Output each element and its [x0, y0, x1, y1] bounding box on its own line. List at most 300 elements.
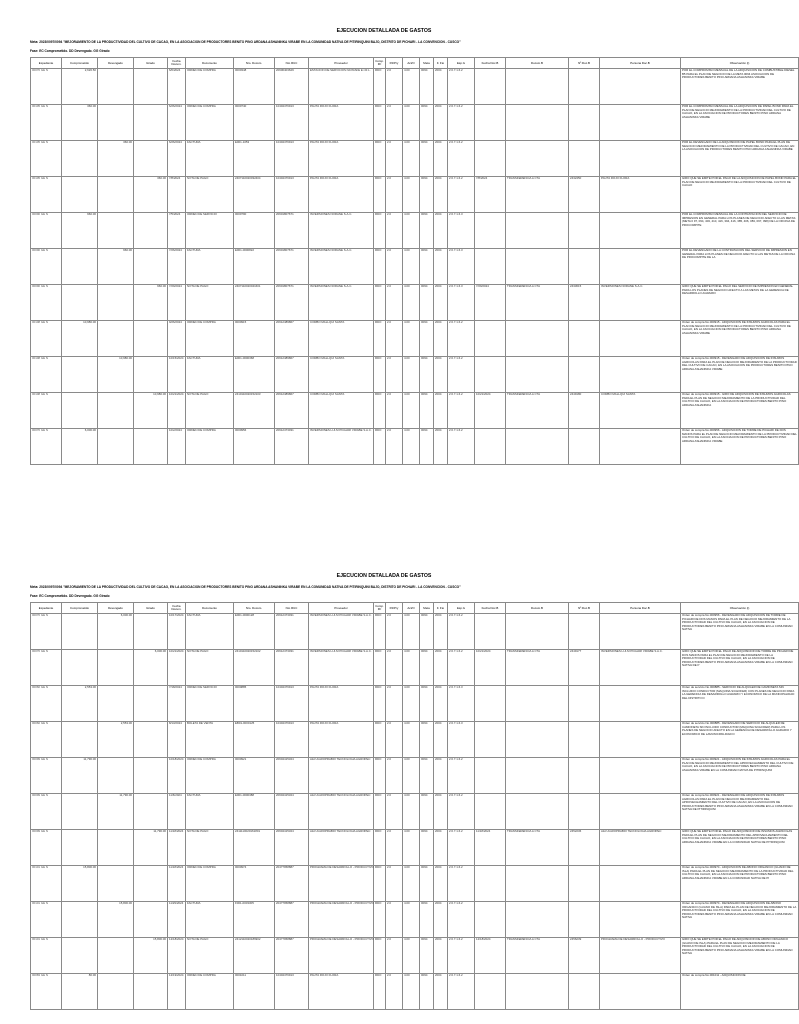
- column-header-nro: Nro. Docum.: [234, 603, 275, 614]
- cell-ruc: 20612489867: [275, 357, 309, 393]
- cell-prov: INVERSIONES NORANE S.A.C.: [309, 213, 374, 249]
- cell-comp: [62, 902, 98, 938]
- column-header-gir: Girado: [134, 603, 168, 614]
- cell-pp: 2.0: [386, 866, 403, 902]
- cell-esp: 2.6.7.1.6.2: [448, 357, 475, 393]
- cell-com: RDO: [374, 177, 386, 213]
- cell-obs: Orden de compra No.000915 - GIRO DE ADQUISICION DE INSUMOS AGRICOLAS PARA EL PLAN DE NEGOCIO MEJORAMIENTO DE LA PRODUCTIVIDAD DEL CULTIVO DE CACAO, EN LA ASOCIACION DE PRODUCTORES BENITO PINO ARDANA ASHANINKA: [681, 393, 799, 429]
- cell-meta: 0094: [420, 866, 434, 902]
- cell-nrob: [569, 866, 600, 902]
- cell-doc: ORDEN DE COMPRA: [186, 974, 234, 1010]
- cell-per: [600, 794, 681, 830]
- cell-dev: [98, 177, 134, 213]
- cell-ff: 2004: [434, 213, 448, 249]
- cell-doc: FACTURA: [186, 794, 234, 830]
- cell-per: [600, 758, 681, 794]
- cell-fdb: [475, 614, 506, 650]
- cell-prov: INVERSIONES NORANE S.A.C.: [309, 249, 374, 285]
- phase-legend: Fase: EC Comprometido. DD Devengado. GG Girado: [30, 594, 110, 599]
- cell-doc: NOTA DE PAGO: [186, 393, 234, 429]
- cell-prov: PROGRAMA DE DESARROLLO - PRODUCTIVO: [309, 902, 374, 938]
- cell-ruc: 20477958887: [275, 866, 309, 902]
- cell-doc: NOTA DE PAGO: [186, 177, 234, 213]
- cell-obs: POR EL COMPROMISO MENSUAL DE LA ADQUISICION DE COMBUSTIBLE DIESEL B5 PARA EL PLAN DE NEGOCIO DE LA META 0094 ASOCIACION DE PRODUCTORES BENITO PINO ARDANA ASHANINKA VIRABE: [681, 69, 799, 105]
- cell-pp: 2.0: [386, 321, 403, 357]
- cell-ruc: 20612473031: [275, 650, 309, 686]
- cell-pp: 2.0: [386, 393, 403, 429]
- cell-fdb: [475, 974, 506, 1010]
- cell-pp: 2.0: [386, 105, 403, 141]
- cell-nro: 0000790: [234, 213, 275, 249]
- cell-esp: 2.6.7.1.6.3: [448, 213, 475, 249]
- cell-per: [600, 141, 681, 177]
- cell-doc: NOTA DE PAGO: [186, 650, 234, 686]
- cell-pp: 2.0: [386, 285, 403, 321]
- column-header-act: Act/O: [403, 58, 420, 69]
- cell-docb: [506, 902, 569, 938]
- cell-nro: F001-0003305: [234, 902, 275, 938]
- cell-com: RDO: [374, 429, 386, 465]
- cell-pp: 2.0: [386, 938, 403, 974]
- cell-nro: 2412110020186902: [234, 938, 275, 974]
- cell-comp: 15,800.00: [62, 866, 98, 902]
- column-header-prov: Proveedor: [309, 58, 374, 69]
- cell-ruc: 10404476913: [275, 141, 309, 177]
- cell-act: 4.00: [403, 938, 420, 974]
- cell-com: RDO: [374, 686, 386, 722]
- cell-comp: 960.00: [62, 213, 98, 249]
- cell-esp: 2.6.7.1.6.2: [448, 429, 475, 465]
- cell-nro: 2410110020152103: [234, 393, 275, 429]
- cell-nrob: [569, 429, 600, 465]
- column-header-com: Comp. FF: [374, 603, 386, 614]
- cell-nro: E001-1053: [234, 141, 275, 177]
- cell-obs: Orden de compra No.000956 - DEVENGADO DE ADQUISICION DE TORRE DE PICHARI DE DOS MANOS PARA EL PLAN DE NEGOCIO MEJORAMIENTO DE LA PRODUCTIVIDAD DEL CULTIVO DE CACAO, EN LA ASOCIACION DE PRODUCTORES BENITO PINO ARDANA ASHANINKA VIRABE EN LA COMUNIDAD NATIVA: [681, 614, 799, 650]
- cell-fec: 12/18/2024: [168, 938, 186, 974]
- cell-meta: 0094: [420, 285, 434, 321]
- table-row: [31, 357, 799, 393]
- cell-nrob: 2432450: [569, 177, 600, 213]
- cell-prov: INVERSIONES H & M PICHARI VIRABE S.A.C.: [309, 650, 374, 686]
- cell-comp: [62, 249, 98, 285]
- cell-docb: [506, 213, 569, 249]
- cell-esp: 2.6.7.1.6.3: [448, 285, 475, 321]
- column-header-gir: Girado: [134, 58, 168, 69]
- cell-per: [600, 357, 681, 393]
- cell-obs: Orden de compra No.000915 - DEVENGADO DE ADQUISICION DE INSUMOS AGRICOLAS PARA EL PLAN DE NEGOCIO MEJORAMIENTO DE LA PRODUCTIVIDAD DEL CULTIVO DE CACAO, EN LA ASOCIACION DE PRODUCTORES BENITO PINO ARDANA ASHANINKA VIRABE: [681, 357, 799, 393]
- report-title: EJECUCION DETALLADA DE GASTOS: [336, 573, 432, 579]
- cell-comp: [62, 794, 98, 830]
- cell-obs: GIRO QUE SE EMITE POR EL PAGO DE ADQUISICION DE INSUMOS AGRICOLAS PARA EL PLAN DE NEGOCIO MEJORAMIENTO DEL APROVECHAMIENTO DEL CULTIVO DE CACAO, EN LA ASOCIACION DE PRODUCTORES BENITO PINO ARDANA ASHANINKA VIRABE EN LA COMUNIDAD NATIVA DE PITIRINQUINI: [681, 830, 799, 866]
- cell-prov: PAUTA ROJO FLORA: [309, 177, 374, 213]
- table-row: [31, 249, 799, 285]
- cell-fec: 6/26/2024: [168, 141, 186, 177]
- table-row: [31, 722, 799, 758]
- cell-fec: 11/6/2024: [168, 794, 186, 830]
- cell-ruc: 10404476913: [275, 686, 309, 722]
- cell-fdb: 12/18/2024: [475, 938, 506, 974]
- cell-esp: 2.6.7.1.6.2: [448, 393, 475, 429]
- meta-description: Meta: 2023/0097/0094 "MEJORAMIENTO DE LA PRODUCTIVIDAD DEL CULTIVO DE CACAO, EN LA ASOCIACION DE PRODUCTORES BENITO PINO ARDANA ASHANINKA VIRABE EN LA COMUNIDAD NATIVA DE PITIRINQUINI BAJO, DISTRITO DE PICHARI - LA CONVENCION - CUSCO": [30, 585, 461, 589]
- cell-per: [600, 249, 681, 285]
- meta-description: Meta: 2023/0097/0094 "MEJORAMIENTO DE LA PRODUCTIVIDAD DEL CULTIVO DE CACAO, EN LA ASOCIACION DE PRODUCTORES BENITO PINO ARDANA ASHANINKA VIRABE EN LA COMUNIDAD NATIVA DE PITIRINQUINI BAJO, DISTRITO DE PICHARI - LA CONVENCION - CUSCO": [30, 40, 461, 44]
- cell-doc: FACTURA: [186, 357, 234, 393]
- cell-per: [600, 69, 681, 105]
- cell-exp: 00076 GE N: [31, 650, 62, 686]
- cell-gir: [134, 69, 168, 105]
- cell-obs: GIRO QUE SE EMITE POR EL PAGO DEL SERVICIO DE IMPRESION EN GENERAL PARA LOS PLANES DE NEGOCIO AFECTO A LAS METAS DE LA GERENCIA DE DESARROLLO AGRARIO: [681, 285, 799, 321]
- table-row: [31, 758, 799, 794]
- cell-exp: 00105 GE N: [31, 141, 62, 177]
- cell-gir: [134, 758, 168, 794]
- cell-fdb: [475, 249, 506, 285]
- cell-per: [600, 686, 681, 722]
- cell-ff: 2004: [434, 141, 448, 177]
- cell-dev: [98, 429, 134, 465]
- column-header-nrob: Nº.Doc.B: [569, 58, 600, 69]
- cell-ff: 2004: [434, 105, 448, 141]
- cell-fec: 7/26/2024: [168, 249, 186, 285]
- cell-meta: 0094: [420, 141, 434, 177]
- cell-obs: Orden de compra No.000956 - ADQUISICION DE TORRE DE PICHARI DE DOS MANOS PARA EL PLAN DE NEGOCIO MEJORAMIENTO DE LA PRODUCTIVIDAD DEL CULTIVO DE CACAO, EN LA ASOCIACION DE PRODUCTORES BENITO PINO ARDANA ASHANINKA VIRABE: [681, 429, 799, 465]
- cell-ff: 2004: [434, 902, 448, 938]
- cell-meta: 0094: [420, 429, 434, 465]
- cell-pp: 2.0: [386, 177, 403, 213]
- cell-per: [600, 866, 681, 902]
- cell-obs: Orden de compra No.000915 - ADQUISICION DE INSUMOS AGRICOLAS PARA EL PLAN DE NEGOCIO MEJORAMIENTO DE LA PRODUCTIVIDAD DEL CULTIVO DE CACAO, EN LA ASOCIACION DE PRODUCTORES BENITO PINO ARDANA ASHANINKA VIRABE: [681, 321, 799, 357]
- cell-per: [600, 105, 681, 141]
- cell-per: [600, 902, 681, 938]
- cell-fdb: [475, 105, 506, 141]
- cell-meta: 0094: [420, 321, 434, 357]
- cell-fdb: [475, 213, 506, 249]
- cell-nro: 0000974: [234, 866, 275, 902]
- cell-comp: [62, 285, 98, 321]
- cell-meta: 0094: [420, 614, 434, 650]
- cell-nro: 2410110020152102: [234, 650, 275, 686]
- cell-com: RDO: [374, 321, 386, 357]
- cell-pp: 2.0: [386, 902, 403, 938]
- cell-act: 4.00: [403, 614, 420, 650]
- cell-exp: 00076 GE N: [31, 614, 62, 650]
- cell-prov: CORBO MALLQUI SANTA: [309, 321, 374, 357]
- cell-com: RDO: [374, 722, 386, 758]
- cell-docb: [506, 794, 569, 830]
- cell-meta: 0094: [420, 650, 434, 686]
- cell-doc: ORDEN DE COMPRA: [186, 105, 234, 141]
- cell-fdb: 7/29/2024: [475, 285, 506, 321]
- cell-gir: 15,800.00: [134, 938, 168, 974]
- cell-nrob: [569, 69, 600, 105]
- cell-prov: INVERSIONES NORANE S.A.C.: [309, 285, 374, 321]
- cell-obs: GIRO QUE SE EMITE POR EL PAGO DE ADQUISICION DE TORRE DE PICHARI DE DOS MANOS PARA EL PLAN DE NEGOCIO MEJORAMIENTO DE LA PRODUCTIVIDAD DEL CULTIVO DE CACAO, EN LA ASOCIACION DE PRODUCTORES BENITO PINO ARDANA ASHANINKA VIRABE EN LA COMUNIDAD NATIVA DE P: [681, 650, 799, 686]
- column-header-meta: Meta: [420, 603, 434, 614]
- cell-act: 4.00: [403, 105, 420, 141]
- cell-esp: 2.6.7.1.6.2: [448, 938, 475, 974]
- cell-ruc: 20604415324: [275, 830, 309, 866]
- cell-comp: [62, 393, 98, 429]
- cell-ff: 2004: [434, 866, 448, 902]
- cell-doc: FACTURA: [186, 614, 234, 650]
- cell-fdb: [475, 758, 506, 794]
- cell-per: CORBO MALLQUI SANTA: [600, 393, 681, 429]
- cell-comp: 80.00: [62, 974, 98, 1010]
- cell-obs: POR EL DEVENGADO DE LA ADQUISICION DE PAPEL BOND PARA EL PLAN DE NEGOCIO MEJORAMIENTO DE LA PRODUCTIVIDAD DEL CULTIVO DE CACAO, EN LA ASOCIACION DE PRODUCTORES BENITO PINO ARDANA ASHANINKA VIRABE: [681, 141, 799, 177]
- cell-comp: [62, 177, 98, 213]
- cell-nrob: [569, 902, 600, 938]
- cell-esp: 2.6.7.1.6.2: [448, 105, 475, 141]
- cell-per: PAUTA ROJO FLORA: [600, 177, 681, 213]
- cell-pp: 2.0: [386, 830, 403, 866]
- cell-ff: 2004: [434, 357, 448, 393]
- cell-docb: [506, 321, 569, 357]
- column-header-meta: Meta: [420, 58, 434, 69]
- cell-ruc: 20477958887: [275, 902, 309, 938]
- cell-docb: [506, 686, 569, 722]
- cell-comp: [62, 614, 98, 650]
- cell-dev: [98, 758, 134, 794]
- cell-doc: BOLETA DE VENTA: [186, 722, 234, 758]
- cell-meta: 0094: [420, 249, 434, 285]
- cell-obs: GIRO QUE SE EMITE POR EL PAGO DE ADQUISICION DE ABONO ORGANICO (GUANO DE ISLA) PARA EL PLAN DE NEGOCIO MEJORAMIENTO DE LA PRODUCTIVIDAD DEL CULTIVO DE CACAO, EN LA ASOCIACION DE PRODUCTORES BENITO PINO ARDANA ASHANINKA VIRABE EN LA COMUNIDAD NATIVA: [681, 938, 799, 974]
- cell-nrob: 2452236: [569, 830, 600, 866]
- table-row: [31, 830, 799, 866]
- column-header-obs: Observación (i): [681, 58, 799, 69]
- cell-act: 4.00: [403, 866, 420, 902]
- cell-exp: 00105 GE N: [31, 105, 62, 141]
- cell-nrob: [569, 141, 600, 177]
- cell-per: INVERSIONES NORANE S.A.C.: [600, 285, 681, 321]
- table-row: [31, 866, 799, 902]
- cell-obs: Orden de compra No.001011 - ADQUISICION DE: [681, 974, 799, 1010]
- cell-obs: Orden de compra No.000974 - DEVENGADO DE ADQUISICION DE ABONO ORGANICO (GUANO DE ISLA) PARA EL PLAN DE NEGOCIO MEJORAMIENTO DE LA PRODUCTIVIDAD DEL CULTIVO DE CACAO, EN LA ASOCIACION DE PRODUCTORES BENITO PINO ARDANA ASHANINKA VIRABE EN LA COMUNIDAD NATIVA: [681, 902, 799, 938]
- cell-dev: [98, 69, 134, 105]
- cell-com: RDO: [374, 614, 386, 650]
- cell-exp: 00083 GE N: [31, 974, 62, 1010]
- table-row: [31, 902, 799, 938]
- cell-act: 4.00: [403, 429, 420, 465]
- cell-com: RDO: [374, 794, 386, 830]
- cell-per: [600, 974, 681, 1010]
- cell-prov: PROGRAMA DE DESARROLLO - PRODUCTIVO: [309, 938, 374, 974]
- cell-doc: NOTA DE PAGO: [186, 285, 234, 321]
- cell-exp: 00076 GE N: [31, 69, 62, 105]
- cell-ruc: 20604415324: [275, 794, 309, 830]
- cell-ruc: 20601807671: [275, 249, 309, 285]
- cell-prov: PAUTA ROJO FLORA: [309, 686, 374, 722]
- cell-comp: 2,626.50: [62, 69, 98, 105]
- cell-gir: 6,000.00: [134, 650, 168, 686]
- cell-fec: 10/18/2024: [168, 758, 186, 794]
- column-header-nro: Nro. Docum.: [234, 58, 275, 69]
- cell-meta: 0094: [420, 357, 434, 393]
- cell-fdb: [475, 902, 506, 938]
- cell-esp: 2.6.7.1.6.2: [448, 614, 475, 650]
- cell-fec: 10/15/2024: [168, 357, 186, 393]
- column-header-obs: Observación (i): [681, 603, 799, 614]
- cell-meta: 0094: [420, 177, 434, 213]
- cell-per: [600, 321, 681, 357]
- cell-ruc: 20612473031: [275, 614, 309, 650]
- expense-table: [30, 57, 799, 465]
- cell-com: RDO: [374, 830, 386, 866]
- cell-fdb: [475, 429, 506, 465]
- cell-gir: [134, 321, 168, 357]
- cell-doc: FACTURA: [186, 249, 234, 285]
- cell-gir: [134, 614, 168, 650]
- cell-esp: 2.6.7.1.6.3: [448, 249, 475, 285]
- cell-docb: [506, 614, 569, 650]
- cell-nro: 0000348: [234, 69, 275, 105]
- cell-exp: 00099 GE N: [31, 794, 62, 830]
- cell-esp: 2.6.7.1.6.3: [448, 722, 475, 758]
- cell-comp: [62, 357, 98, 393]
- cell-meta: 0094: [420, 105, 434, 141]
- cell-fec: 9/26/2024: [168, 321, 186, 357]
- cell-nro: 0000915: [234, 321, 275, 357]
- cell-dev: 2,553.00: [98, 722, 134, 758]
- cell-pp: 2.0: [386, 614, 403, 650]
- cell-dev: 6,000.00: [98, 614, 134, 650]
- cell-docb: [506, 69, 569, 105]
- cell-com: RDO: [374, 902, 386, 938]
- cell-doc: NOTA DE PAGO: [186, 830, 234, 866]
- cell-nrob: [569, 213, 600, 249]
- cell-prov: INVERSIONES H & M PICHARI VIRABE S.A.C.: [309, 429, 374, 465]
- cell-pp: 2.0: [386, 974, 403, 1010]
- cell-doc: FACTURA: [186, 902, 234, 938]
- column-header-ruc: Nro RUC: [275, 603, 309, 614]
- cell-com: RDO: [374, 866, 386, 902]
- cell-ruc: 20477958887: [275, 938, 309, 974]
- column-header-esp: Esp.G: [448, 603, 475, 614]
- cell-dev: [98, 974, 134, 1010]
- cell-esp: 2.6.7.1.6.3: [448, 686, 475, 722]
- cell-esp: 2.6.7.1.6.2: [448, 141, 475, 177]
- cell-docb: [506, 249, 569, 285]
- report-title: EJECUCION DETALLADA DE GASTOS: [336, 28, 432, 34]
- cell-esp: 2.6.7.1.6.2: [448, 902, 475, 938]
- cell-gir: [134, 249, 168, 285]
- cell-ruc: 10404476913: [275, 974, 309, 1010]
- cell-ruc: 20604415324: [275, 758, 309, 794]
- column-header-dev: Devengado: [98, 603, 134, 614]
- cell-dev: [98, 393, 134, 429]
- cell-nrob: 2433615: [569, 285, 600, 321]
- table-row: [31, 794, 799, 830]
- cell-nro: E001-0000388: [234, 794, 275, 830]
- cell-esp: 2.6.7.1.6.2: [448, 866, 475, 902]
- cell-docb: TRANSFERENCIA A CTA: [506, 650, 569, 686]
- cell-gir: 360.00: [134, 177, 168, 213]
- cell-dev: 360.00: [98, 141, 134, 177]
- cell-act: 4.00: [403, 393, 420, 429]
- cell-exp: 00101 GE N: [31, 866, 62, 902]
- cell-fdb: [475, 686, 506, 722]
- cell-ff: 2004: [434, 285, 448, 321]
- table-row: [31, 974, 799, 1010]
- column-header-pp: Pd/Pry: [386, 603, 403, 614]
- cell-per: PROGRAMA DE DESARROLLO - PRODUCTIVO: [600, 938, 681, 974]
- column-header-fec: Fecha Docum.: [168, 58, 186, 69]
- cell-meta: 0094: [420, 722, 434, 758]
- cell-prov: PAUTA ROJO FLORA: [309, 105, 374, 141]
- cell-ruc: 20601807671: [275, 213, 309, 249]
- cell-ff: 2004: [434, 938, 448, 974]
- cell-obs: Orden de compra No.000921 - DEVENGADO DE ADQUISICION DE INSUMOS AGRICOLAS PARA EL PLAN DE NEGOCIO MEJORAMIENTO DEL APROVECHAMIENTO DEL CULTIVO DE CACAO, EN LA ASOCIACION DE PRODUCTORES BENITO PINO ARDANA ASHANINKA VIRABE EN LA COMUNIDAD NATIVA DE PITIRINQUINI: [681, 794, 799, 830]
- cell-dev: [98, 938, 134, 974]
- cell-meta: 0094: [420, 393, 434, 429]
- cell-comp: 360.00: [62, 105, 98, 141]
- cell-nrob: [569, 758, 600, 794]
- cell-exp: 00101 GE N: [31, 902, 62, 938]
- column-header-dev: Devengado: [98, 58, 134, 69]
- cell-ff: 2004: [434, 393, 448, 429]
- cell-fec: 10/21/2024: [168, 650, 186, 686]
- cell-nro: E001-0000822: [234, 249, 275, 285]
- cell-meta: 0094: [420, 938, 434, 974]
- table-row: [31, 938, 799, 974]
- cell-comp: [62, 650, 98, 686]
- cell-nrob: [569, 249, 600, 285]
- cell-ruc: 20612473031: [275, 429, 309, 465]
- cell-dev: 15,800.00: [98, 902, 134, 938]
- column-header-act: Act/O: [403, 603, 420, 614]
- cell-nrob: 2456239: [569, 938, 600, 974]
- table-row: [31, 686, 799, 722]
- column-header-fdb: Fecha Doc.B: [475, 58, 506, 69]
- column-header-ff: F. Fto: [434, 603, 448, 614]
- cell-ff: 2004: [434, 650, 448, 686]
- cell-fdb: [475, 866, 506, 902]
- column-header-exp: Expediente: [31, 603, 62, 614]
- cell-exp: 00099 GE N: [31, 830, 62, 866]
- cell-ff: 2004: [434, 686, 448, 722]
- cell-per: A&V AGROPRABIO TECNOLOGIA AGROPEC: [600, 830, 681, 866]
- cell-nro: E001-0000128: [234, 614, 275, 650]
- column-header-docb: Docum.B: [506, 603, 569, 614]
- cell-pp: 2.0: [386, 213, 403, 249]
- cell-fec: 7/29/2024: [168, 285, 186, 321]
- cell-ff: 2004: [434, 758, 448, 794]
- cell-ff: 2004: [434, 249, 448, 285]
- cell-esp: 2.6.7.1.6.2: [448, 177, 475, 213]
- cell-nro: 0001011: [234, 974, 275, 1010]
- table-row: [31, 429, 799, 465]
- cell-docb: [506, 758, 569, 794]
- cell-act: 4.00: [403, 321, 420, 357]
- cell-docb: TRANSFERENCIA A CTA: [506, 830, 569, 866]
- cell-nrob: [569, 321, 600, 357]
- cell-ff: 2004: [434, 794, 448, 830]
- column-header-per: Persona Doc.B: [600, 603, 681, 614]
- cell-fdb: 7/8/2024: [475, 177, 506, 213]
- column-header-fec: Fecha Docum.: [168, 603, 186, 614]
- cell-prov: INVERSIONES H & M PICHARI VIRABE S.A.C.: [309, 614, 374, 650]
- cell-dev: [98, 105, 134, 141]
- cell-comp: [62, 938, 98, 974]
- cell-com: RDO: [374, 393, 386, 429]
- cell-doc: ORDEN DE COMPRA: [186, 429, 234, 465]
- cell-gir: [134, 141, 168, 177]
- cell-doc: ORDEN DE COMPRA: [186, 69, 234, 105]
- cell-obs: POR EL COMPROMISO MENSUAL DE LA ADQUISICION DE PAPEL BOND PARA EL PLAN DE NEGOCIO MEJORAMIENTO DE LA PRODUCTIVIDAD DEL CULTIVO DE CACAO, EN LA ASOCIACION DE PRODUCTORES BENITO PINO ARDANA ASHANINKA VIRABE: [681, 105, 799, 141]
- cell-act: 4.00: [403, 177, 420, 213]
- cell-docb: [506, 866, 569, 902]
- table-body: [31, 69, 799, 465]
- cell-docb: TRANSFERENCIA A CTA: [506, 177, 569, 213]
- cell-fdb: [475, 794, 506, 830]
